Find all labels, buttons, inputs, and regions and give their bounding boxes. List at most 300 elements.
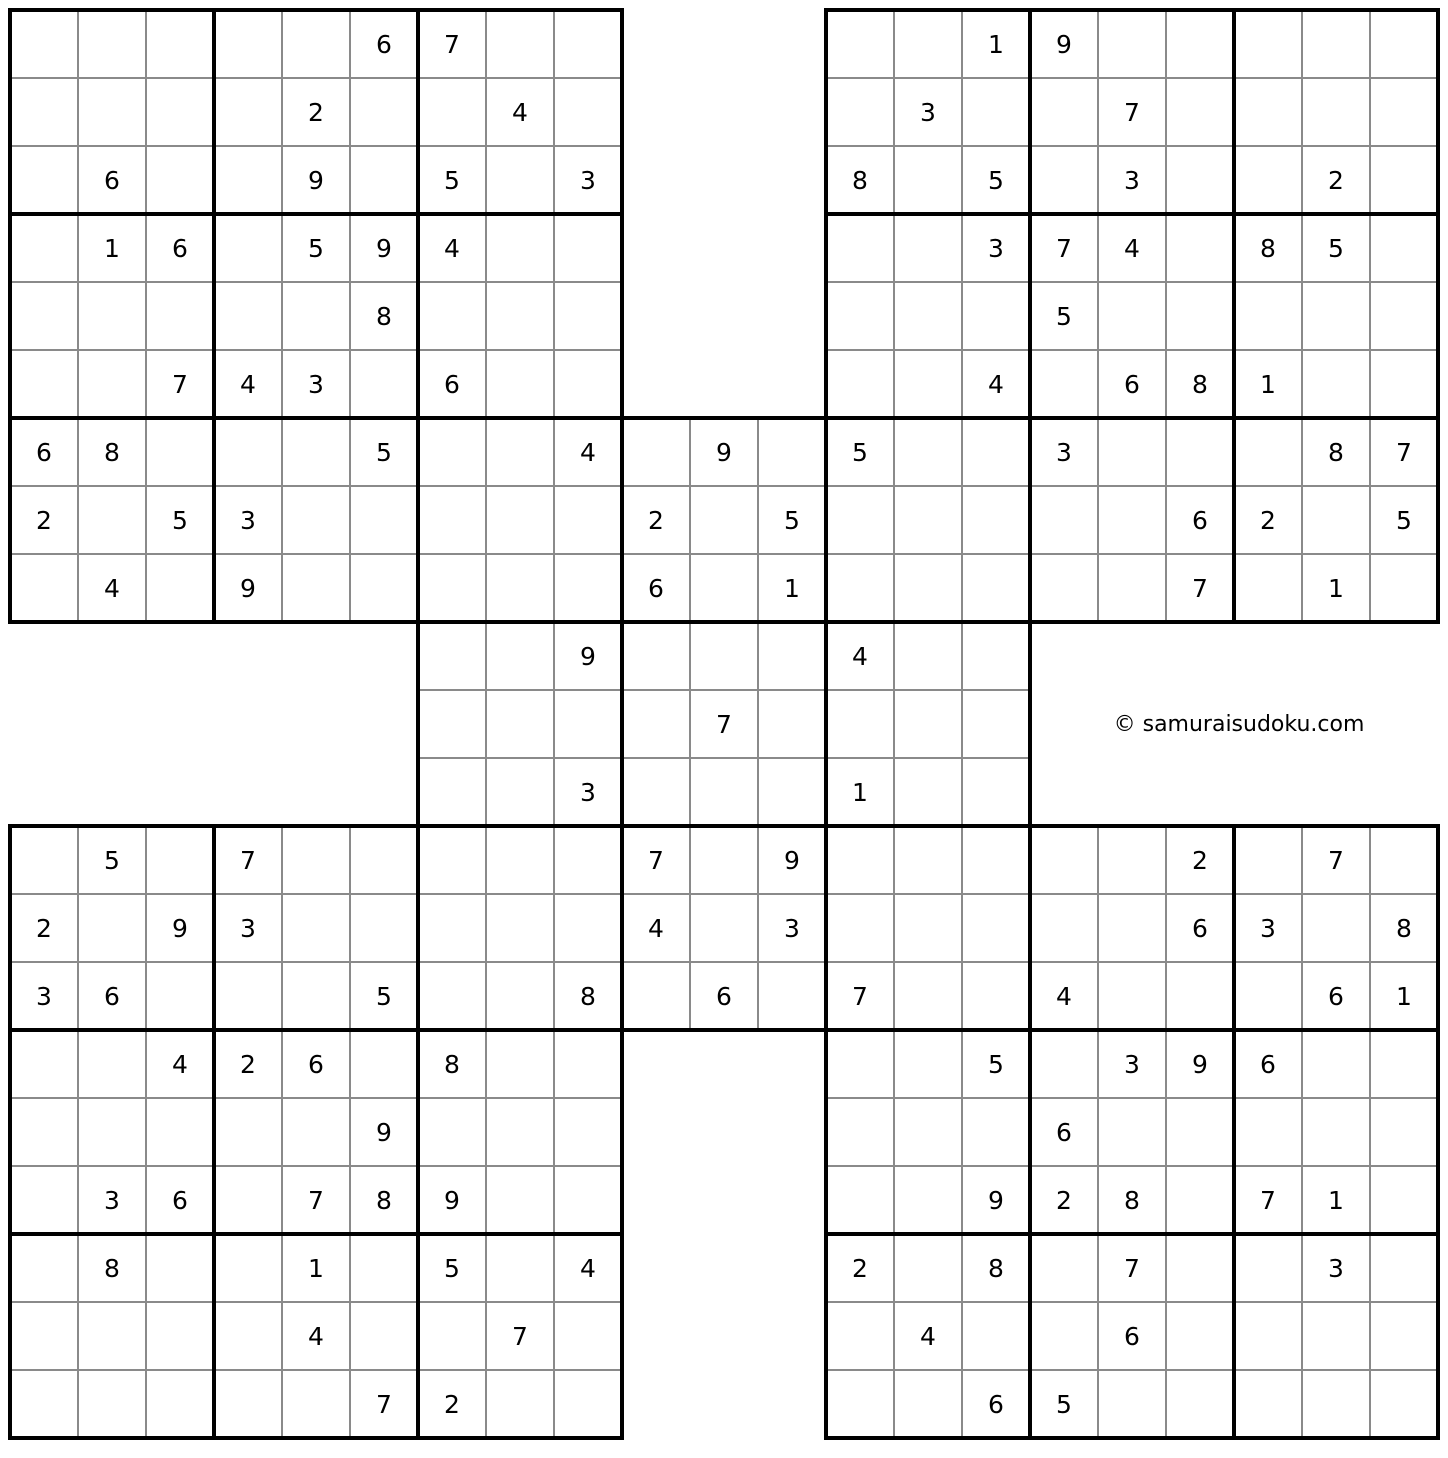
sudoku-cell[interactable] <box>1234 10 1302 78</box>
given-digit: 4 <box>988 370 1004 399</box>
sudoku-cell[interactable] <box>826 1370 894 1438</box>
sudoku-cell[interactable] <box>418 418 486 486</box>
sudoku-cell[interactable] <box>10 146 78 214</box>
sudoku-cell[interactable] <box>894 1166 962 1234</box>
sudoku-cell[interactable] <box>826 894 894 962</box>
sudoku-cell[interactable] <box>418 622 486 690</box>
sudoku-cell[interactable] <box>894 622 962 690</box>
given-digit: 2 <box>1328 166 1344 195</box>
given-digit: 6 <box>36 438 52 467</box>
sudoku-cell[interactable] <box>894 894 962 962</box>
sudoku-cell[interactable] <box>350 486 418 554</box>
sudoku-cell[interactable] <box>78 1098 146 1166</box>
sudoku-cell[interactable] <box>690 758 758 826</box>
sudoku-cell[interactable] <box>1234 146 1302 214</box>
sudoku-cell[interactable] <box>894 962 962 1030</box>
sudoku-cell[interactable] <box>418 486 486 554</box>
given-digit: 6 <box>1192 506 1208 535</box>
given-digit: 6 <box>1192 914 1208 943</box>
sudoku-cell[interactable] <box>214 1166 282 1234</box>
sudoku-cell[interactable] <box>962 554 1030 622</box>
sudoku-cell[interactable] <box>894 826 962 894</box>
sudoku-cell[interactable] <box>962 962 1030 1030</box>
sudoku-cell[interactable] <box>486 962 554 1030</box>
sudoku-cell[interactable] <box>894 486 962 554</box>
sudoku-cell[interactable] <box>1030 146 1098 214</box>
sudoku-cell[interactable] <box>1030 350 1098 418</box>
sudoku-cell[interactable] <box>554 10 622 78</box>
sudoku-cell[interactable] <box>826 826 894 894</box>
sudoku-cell[interactable] <box>690 622 758 690</box>
sudoku-cell[interactable] <box>894 350 962 418</box>
sudoku-cell[interactable] <box>146 826 214 894</box>
given-digit: 6 <box>1260 1050 1276 1079</box>
sudoku-cell[interactable] <box>826 78 894 146</box>
sudoku-cell[interactable] <box>146 282 214 350</box>
sudoku-cell[interactable] <box>1166 1234 1234 1302</box>
sudoku-cell[interactable] <box>146 418 214 486</box>
sudoku-cell[interactable] <box>486 894 554 962</box>
sudoku-cell[interactable] <box>1030 1234 1098 1302</box>
sudoku-cell[interactable] <box>1166 418 1234 486</box>
sudoku-cell[interactable] <box>1234 962 1302 1030</box>
sudoku-cell[interactable] <box>1234 1234 1302 1302</box>
sudoku-cell[interactable] <box>826 1166 894 1234</box>
sudoku-cell[interactable] <box>826 350 894 418</box>
given-digit: 5 <box>172 506 188 535</box>
sudoku-cell[interactable] <box>350 894 418 962</box>
sudoku-cell[interactable] <box>350 1030 418 1098</box>
sudoku-cell[interactable] <box>486 1234 554 1302</box>
given-digit: 1 <box>1396 982 1412 1011</box>
sudoku-cell[interactable] <box>554 554 622 622</box>
sudoku-cell[interactable] <box>10 10 78 78</box>
sudoku-cell[interactable] <box>1098 1370 1166 1438</box>
sudoku-cell[interactable] <box>1234 78 1302 146</box>
sudoku-cell[interactable] <box>486 758 554 826</box>
sudoku-cell[interactable] <box>1030 826 1098 894</box>
sudoku-cell[interactable] <box>1370 1030 1438 1098</box>
sudoku-cell[interactable] <box>1302 1030 1370 1098</box>
sudoku-cell[interactable] <box>962 758 1030 826</box>
sudoku-cell[interactable] <box>554 690 622 758</box>
sudoku-cell[interactable] <box>10 214 78 282</box>
sudoku-cell[interactable] <box>78 1370 146 1438</box>
sudoku-cell[interactable] <box>1030 554 1098 622</box>
sudoku-cell[interactable] <box>214 10 282 78</box>
sudoku-cell[interactable] <box>350 146 418 214</box>
given-digit: 4 <box>648 914 664 943</box>
sudoku-cell[interactable] <box>1370 146 1438 214</box>
sudoku-cell[interactable] <box>1166 10 1234 78</box>
given-digit: 4 <box>172 1050 188 1079</box>
sudoku-cell[interactable] <box>962 826 1030 894</box>
given-digit: 6 <box>104 166 120 195</box>
sudoku-cell[interactable] <box>622 622 690 690</box>
sudoku-cell[interactable] <box>690 826 758 894</box>
sudoku-cell[interactable] <box>894 690 962 758</box>
sudoku-cell[interactable] <box>214 78 282 146</box>
sudoku-cell[interactable] <box>10 1098 78 1166</box>
sudoku-cell[interactable] <box>78 78 146 146</box>
sudoku-cell[interactable] <box>1166 146 1234 214</box>
given-digit: 2 <box>648 506 664 535</box>
sudoku-cell[interactable] <box>214 282 282 350</box>
sudoku-cell[interactable] <box>214 1370 282 1438</box>
sudoku-cell[interactable] <box>554 1098 622 1166</box>
sudoku-cell[interactable] <box>486 214 554 282</box>
sudoku-cell[interactable] <box>350 78 418 146</box>
sudoku-cell[interactable] <box>282 486 350 554</box>
sudoku-cell[interactable] <box>214 962 282 1030</box>
sudoku-cell[interactable] <box>554 826 622 894</box>
sudoku-cell[interactable] <box>962 78 1030 146</box>
sudoku-cell[interactable] <box>10 1302 78 1370</box>
sudoku-cell[interactable] <box>758 690 826 758</box>
sudoku-cell[interactable] <box>78 10 146 78</box>
sudoku-cell[interactable] <box>1166 282 1234 350</box>
sudoku-cell[interactable] <box>1370 1098 1438 1166</box>
sudoku-cell[interactable] <box>1370 1166 1438 1234</box>
given-digit: 5 <box>1056 1390 1072 1419</box>
sudoku-cell[interactable] <box>1098 894 1166 962</box>
sudoku-cell[interactable] <box>146 1302 214 1370</box>
sudoku-cell[interactable] <box>758 962 826 1030</box>
sudoku-cell[interactable] <box>1098 418 1166 486</box>
sudoku-cell[interactable] <box>10 1166 78 1234</box>
sudoku-cell[interactable] <box>1370 350 1438 418</box>
sudoku-cell[interactable] <box>146 1234 214 1302</box>
given-digit: 3 <box>1056 438 1072 467</box>
sudoku-cell[interactable] <box>962 894 1030 962</box>
sudoku-cell[interactable] <box>214 1098 282 1166</box>
sudoku-cell[interactable] <box>10 1030 78 1098</box>
sudoku-cell[interactable] <box>486 10 554 78</box>
sudoku-cell[interactable] <box>1302 350 1370 418</box>
sudoku-cell[interactable] <box>894 10 962 78</box>
sudoku-cell[interactable] <box>554 1370 622 1438</box>
given-digit: 1 <box>104 234 120 263</box>
sudoku-cell[interactable] <box>10 554 78 622</box>
sudoku-cell[interactable] <box>1166 1098 1234 1166</box>
sudoku-cell[interactable] <box>1166 1166 1234 1234</box>
sudoku-cell[interactable] <box>214 1234 282 1302</box>
sudoku-cell[interactable] <box>10 1234 78 1302</box>
sudoku-cell[interactable] <box>486 350 554 418</box>
sudoku-cell[interactable] <box>894 146 962 214</box>
sudoku-cell[interactable] <box>1098 554 1166 622</box>
sudoku-cell[interactable] <box>418 282 486 350</box>
sudoku-cell[interactable] <box>418 962 486 1030</box>
sudoku-cell[interactable] <box>214 1302 282 1370</box>
sudoku-cell[interactable] <box>1234 826 1302 894</box>
sudoku-cell[interactable] <box>1166 962 1234 1030</box>
sudoku-cell[interactable] <box>1030 894 1098 962</box>
sudoku-cell[interactable] <box>1098 10 1166 78</box>
sudoku-cell[interactable] <box>418 894 486 962</box>
sudoku-cell[interactable] <box>10 282 78 350</box>
sudoku-cell[interactable] <box>1370 282 1438 350</box>
sudoku-cell[interactable] <box>486 486 554 554</box>
given-digit: 8 <box>104 1254 120 1283</box>
given-digit: 8 <box>104 438 120 467</box>
given-digit: 5 <box>1328 234 1344 263</box>
sudoku-cell[interactable] <box>486 1030 554 1098</box>
sudoku-cell[interactable] <box>10 1370 78 1438</box>
sudoku-cell[interactable] <box>894 418 962 486</box>
sudoku-cell[interactable] <box>826 1098 894 1166</box>
sudoku-cell[interactable] <box>146 1098 214 1166</box>
given-digit: 5 <box>444 166 460 195</box>
sudoku-cell[interactable] <box>1302 282 1370 350</box>
given-digit: 1 <box>988 30 1004 59</box>
sudoku-cell[interactable] <box>486 146 554 214</box>
sudoku-cell[interactable] <box>1302 486 1370 554</box>
given-digit: 4 <box>580 438 596 467</box>
sudoku-cell[interactable] <box>214 146 282 214</box>
given-digit: 4 <box>240 370 256 399</box>
given-digit: 3 <box>104 1186 120 1215</box>
sudoku-cell[interactable] <box>486 690 554 758</box>
given-digit: 2 <box>36 914 52 943</box>
sudoku-cell[interactable] <box>690 486 758 554</box>
sudoku-cell[interactable] <box>1370 214 1438 282</box>
given-digit: 6 <box>444 370 460 399</box>
sudoku-cell[interactable] <box>78 1302 146 1370</box>
given-digit: 9 <box>376 234 392 263</box>
sudoku-cell[interactable] <box>690 554 758 622</box>
sudoku-cell[interactable] <box>1234 282 1302 350</box>
given-digit: 9 <box>988 1186 1004 1215</box>
sudoku-cell[interactable] <box>1234 554 1302 622</box>
sudoku-cell[interactable] <box>350 554 418 622</box>
sudoku-cell[interactable] <box>1370 78 1438 146</box>
sudoku-cell[interactable] <box>894 1098 962 1166</box>
sudoku-cell[interactable] <box>894 1370 962 1438</box>
sudoku-cell[interactable] <box>418 554 486 622</box>
sudoku-cell[interactable] <box>1234 418 1302 486</box>
sudoku-cell[interactable] <box>1370 554 1438 622</box>
sudoku-cell[interactable] <box>1370 1234 1438 1302</box>
given-digit: 9 <box>1192 1050 1208 1079</box>
sudoku-cell[interactable] <box>622 758 690 826</box>
given-digit: 6 <box>1124 1322 1140 1351</box>
sudoku-cell[interactable] <box>554 350 622 418</box>
sudoku-cell[interactable] <box>418 1302 486 1370</box>
sudoku-cell[interactable] <box>1302 1302 1370 1370</box>
sudoku-cell[interactable] <box>282 826 350 894</box>
sudoku-cell[interactable] <box>1166 1370 1234 1438</box>
sudoku-cell[interactable] <box>214 418 282 486</box>
given-digit: 9 <box>444 1186 460 1215</box>
sudoku-cell[interactable] <box>962 282 1030 350</box>
sudoku-cell[interactable] <box>78 1030 146 1098</box>
sudoku-cell[interactable] <box>78 282 146 350</box>
sudoku-cell[interactable] <box>1234 1370 1302 1438</box>
sudoku-cell[interactable] <box>962 486 1030 554</box>
sudoku-cell[interactable] <box>78 350 146 418</box>
sudoku-cell[interactable] <box>418 826 486 894</box>
given-digit: 8 <box>988 1254 1004 1283</box>
sudoku-cell[interactable] <box>1166 214 1234 282</box>
sudoku-cell[interactable] <box>486 622 554 690</box>
sudoku-cell[interactable] <box>282 418 350 486</box>
sudoku-cell[interactable] <box>146 1370 214 1438</box>
sudoku-cell[interactable] <box>486 554 554 622</box>
sudoku-cell[interactable] <box>486 418 554 486</box>
sudoku-cell[interactable] <box>282 1370 350 1438</box>
sudoku-cell[interactable] <box>418 1098 486 1166</box>
sudoku-cell[interactable] <box>350 350 418 418</box>
given-digit: 2 <box>308 98 324 127</box>
sudoku-cell[interactable] <box>826 214 894 282</box>
sudoku-cell[interactable] <box>1030 1030 1098 1098</box>
sudoku-cell[interactable] <box>10 350 78 418</box>
given-digit: 4 <box>1124 234 1140 263</box>
sudoku-cell[interactable] <box>486 1166 554 1234</box>
sudoku-cell[interactable] <box>1302 894 1370 962</box>
sudoku-cell[interactable] <box>1234 1302 1302 1370</box>
sudoku-cell[interactable] <box>350 1234 418 1302</box>
given-digit: 1 <box>1260 370 1276 399</box>
sudoku-cell[interactable] <box>146 78 214 146</box>
given-digit: 4 <box>104 574 120 603</box>
sudoku-cell[interactable] <box>1370 826 1438 894</box>
sudoku-cell[interactable] <box>826 282 894 350</box>
sudoku-cell[interactable] <box>146 554 214 622</box>
sudoku-cell[interactable] <box>962 622 1030 690</box>
sudoku-cell[interactable] <box>826 554 894 622</box>
sudoku-cell[interactable] <box>554 282 622 350</box>
given-digit: 7 <box>308 1186 324 1215</box>
sudoku-cell[interactable] <box>282 282 350 350</box>
sudoku-cell[interactable] <box>1302 1370 1370 1438</box>
sudoku-cell[interactable] <box>1098 826 1166 894</box>
given-digit: 1 <box>1328 1186 1344 1215</box>
sudoku-cell[interactable] <box>10 826 78 894</box>
sudoku-cell[interactable] <box>894 758 962 826</box>
sudoku-cell[interactable] <box>418 78 486 146</box>
sudoku-cell[interactable] <box>894 214 962 282</box>
sudoku-cell[interactable] <box>758 758 826 826</box>
sudoku-cell[interactable] <box>1370 10 1438 78</box>
sudoku-cell[interactable] <box>1030 486 1098 554</box>
sudoku-cell[interactable] <box>486 826 554 894</box>
sudoku-cell[interactable] <box>282 894 350 962</box>
given-digit: 4 <box>852 642 868 671</box>
sudoku-cell[interactable] <box>962 690 1030 758</box>
sudoku-cell[interactable] <box>554 894 622 962</box>
sudoku-cell[interactable] <box>962 418 1030 486</box>
sudoku-cell[interactable] <box>826 690 894 758</box>
sudoku-cell[interactable] <box>146 962 214 1030</box>
sudoku-cell[interactable] <box>826 10 894 78</box>
sudoku-cell[interactable] <box>486 282 554 350</box>
sudoku-cell[interactable] <box>1098 1098 1166 1166</box>
given-digit: 6 <box>648 574 664 603</box>
sudoku-cell[interactable] <box>486 1098 554 1166</box>
given-digit: 6 <box>1056 1118 1072 1147</box>
sudoku-cell[interactable] <box>894 1234 962 1302</box>
sudoku-cell[interactable] <box>282 1098 350 1166</box>
sudoku-cell[interactable] <box>1098 282 1166 350</box>
given-digit: 5 <box>308 234 324 263</box>
sudoku-cell[interactable] <box>1030 1302 1098 1370</box>
sudoku-cell[interactable] <box>826 1030 894 1098</box>
sudoku-cell[interactable] <box>1302 78 1370 146</box>
sudoku-cell[interactable] <box>486 1370 554 1438</box>
sudoku-cell[interactable] <box>78 894 146 962</box>
sudoku-cell[interactable] <box>146 10 214 78</box>
sudoku-cell[interactable] <box>1166 1302 1234 1370</box>
sudoku-cell[interactable] <box>894 1030 962 1098</box>
given-digit: 5 <box>104 846 120 875</box>
sudoku-cell[interactable] <box>826 1302 894 1370</box>
sudoku-cell[interactable] <box>554 1030 622 1098</box>
given-digit: 8 <box>444 1050 460 1079</box>
sudoku-cell[interactable] <box>1234 1098 1302 1166</box>
sudoku-cell[interactable] <box>1098 486 1166 554</box>
sudoku-cell[interactable] <box>554 214 622 282</box>
sudoku-cell[interactable] <box>418 690 486 758</box>
given-digit: 3 <box>784 914 800 943</box>
sudoku-cell[interactable] <box>418 758 486 826</box>
sudoku-cell[interactable] <box>622 690 690 758</box>
sudoku-cell[interactable] <box>1370 1370 1438 1438</box>
sudoku-cell[interactable] <box>1302 1098 1370 1166</box>
sudoku-cell[interactable] <box>350 1302 418 1370</box>
sudoku-cell[interactable] <box>350 826 418 894</box>
sudoku-cell[interactable] <box>758 418 826 486</box>
sudoku-cell[interactable] <box>1098 962 1166 1030</box>
sudoku-cell[interactable] <box>554 1166 622 1234</box>
sudoku-cell[interactable] <box>282 962 350 1030</box>
given-digit: 5 <box>376 982 392 1011</box>
sudoku-cell[interactable] <box>1302 10 1370 78</box>
given-digit: 5 <box>444 1254 460 1283</box>
sudoku-cell[interactable] <box>554 486 622 554</box>
sudoku-cell[interactable] <box>622 418 690 486</box>
given-digit: 3 <box>308 370 324 399</box>
sudoku-cell[interactable] <box>826 486 894 554</box>
sudoku-cell[interactable] <box>282 554 350 622</box>
sudoku-cell[interactable] <box>962 1098 1030 1166</box>
sudoku-cell[interactable] <box>1370 1302 1438 1370</box>
sudoku-cell[interactable] <box>758 622 826 690</box>
sudoku-cell[interactable] <box>1030 78 1098 146</box>
sudoku-cell[interactable] <box>10 78 78 146</box>
sudoku-cell[interactable] <box>214 214 282 282</box>
sudoku-cell[interactable] <box>282 10 350 78</box>
sudoku-cell[interactable] <box>894 554 962 622</box>
sudoku-cell[interactable] <box>146 146 214 214</box>
sudoku-cell[interactable] <box>1166 78 1234 146</box>
sudoku-cell[interactable] <box>554 78 622 146</box>
copyright-text: © samuraisudoku.com <box>1113 712 1365 737</box>
sudoku-cell[interactable] <box>690 894 758 962</box>
given-digit: 6 <box>1124 370 1140 399</box>
sudoku-cell[interactable] <box>554 1302 622 1370</box>
sudoku-cell[interactable] <box>962 1302 1030 1370</box>
given-digit: 5 <box>1396 506 1412 535</box>
sudoku-cell[interactable] <box>894 282 962 350</box>
sudoku-cell[interactable] <box>78 486 146 554</box>
given-digit: 7 <box>240 846 256 875</box>
given-digit: 3 <box>920 98 936 127</box>
given-digit: 4 <box>444 234 460 263</box>
given-digit: 7 <box>512 1322 528 1351</box>
sudoku-cell[interactable] <box>622 962 690 1030</box>
